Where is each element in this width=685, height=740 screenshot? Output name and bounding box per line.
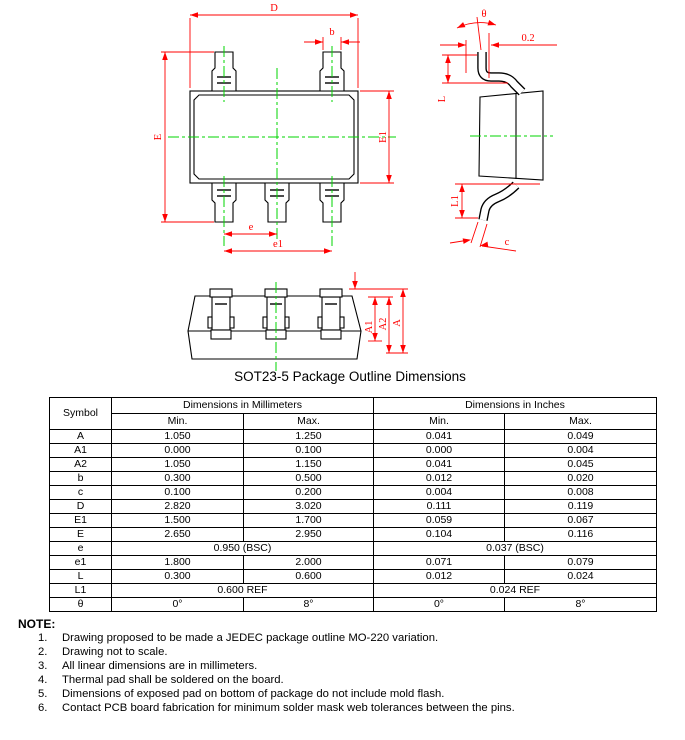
symbol-cell: θ bbox=[50, 598, 112, 612]
value-cell: 0.067 bbox=[505, 514, 657, 528]
value-cell: 0.100 bbox=[112, 486, 244, 500]
note-text: Drawing proposed to be made a JEDEC package outline MO-220 variation. bbox=[62, 632, 439, 644]
value-cell: 0.049 bbox=[505, 430, 657, 444]
header-mm: Dimensions in Millimeters bbox=[112, 398, 374, 414]
symbol-cell: E1 bbox=[50, 514, 112, 528]
side-view-drawing bbox=[437, 9, 557, 251]
table-row bbox=[50, 584, 657, 598]
dim-label-b: b bbox=[329, 27, 335, 38]
note-text: Dimensions of exposed pad on bottom of package do not include mold flash. bbox=[62, 688, 445, 700]
dim-label-e: e bbox=[248, 222, 254, 233]
table-row bbox=[50, 542, 657, 556]
symbol-cell: A2 bbox=[50, 458, 112, 472]
header-in-min: Min. bbox=[374, 414, 505, 430]
value-cell: 0.000 bbox=[374, 444, 505, 458]
value-cell: 1.500 bbox=[112, 514, 244, 528]
dimension-c bbox=[450, 222, 516, 251]
value-cell: 0.012 bbox=[374, 570, 505, 584]
dim-label-offset: 0.2 bbox=[521, 33, 535, 44]
value-cell: 1.050 bbox=[112, 430, 244, 444]
value-cell: 0° bbox=[374, 598, 505, 612]
note-number: 5. bbox=[38, 688, 48, 700]
table-row bbox=[50, 472, 657, 486]
table-row bbox=[50, 430, 657, 444]
value-cell: 0.119 bbox=[505, 500, 657, 514]
value-cell: 0.041 bbox=[374, 430, 505, 444]
value-cell: 0.500 bbox=[244, 472, 374, 486]
dim-label-L1: L1 bbox=[450, 195, 461, 207]
value-cell: 0.200 bbox=[244, 486, 374, 500]
value-cell: 3.020 bbox=[244, 500, 374, 514]
note-item bbox=[18, 659, 678, 673]
dim-label-A1: A1 bbox=[364, 320, 375, 334]
value-cell: 2.950 bbox=[244, 528, 374, 542]
value-cell: 0.104 bbox=[374, 528, 505, 542]
value-cell-span: 0.024 REF bbox=[374, 584, 657, 598]
header-symbol: Symbol bbox=[50, 398, 112, 430]
value-cell: 0.300 bbox=[112, 570, 244, 584]
dim-label-A: A bbox=[392, 319, 403, 327]
value-cell: 0.004 bbox=[505, 444, 657, 458]
note-number: 1. bbox=[38, 632, 48, 644]
table-row bbox=[50, 444, 657, 458]
value-cell: 0.041 bbox=[374, 458, 505, 472]
value-cell: 0.024 bbox=[505, 570, 657, 584]
value-cell: 0.059 bbox=[374, 514, 505, 528]
drawing-caption: SOT23-5 Package Outline Dimensions bbox=[234, 369, 466, 384]
table-row bbox=[50, 570, 657, 584]
dim-label-L: L bbox=[437, 95, 448, 103]
value-cell: 1.250 bbox=[244, 430, 374, 444]
note-item bbox=[18, 701, 678, 715]
value-cell: 0.600 bbox=[244, 570, 374, 584]
symbol-cell: E bbox=[50, 528, 112, 542]
note-text: Contact PCB board fabrication for minimum solder mask web tolerances between the pins. bbox=[62, 702, 515, 714]
note-text: All linear dimensions are in millimeters. bbox=[62, 660, 258, 672]
value-cell: 1.150 bbox=[244, 458, 374, 472]
header-mm-max: Max. bbox=[244, 414, 374, 430]
dimensions-table bbox=[49, 397, 657, 612]
symbol-cell: e1 bbox=[50, 556, 112, 570]
lead bbox=[208, 289, 234, 339]
lead bbox=[318, 289, 344, 339]
front-view-drawing bbox=[188, 272, 408, 371]
value-cell: 0.000 bbox=[112, 444, 244, 458]
value-cell: 2.820 bbox=[112, 500, 244, 514]
dim-label-D: D bbox=[270, 3, 278, 14]
dim-label-E: E bbox=[153, 133, 164, 141]
table-row bbox=[50, 514, 657, 528]
value-cell: 2.000 bbox=[244, 556, 374, 570]
value-cell: 1.800 bbox=[112, 556, 244, 570]
symbol-cell: e bbox=[50, 542, 112, 556]
table-row bbox=[50, 486, 657, 500]
value-cell: 0.100 bbox=[244, 444, 374, 458]
value-cell: 0.111 bbox=[374, 500, 505, 514]
value-cell: 2.650 bbox=[112, 528, 244, 542]
value-cell: 8° bbox=[505, 598, 657, 612]
value-cell: 0.045 bbox=[505, 458, 657, 472]
symbol-cell: A bbox=[50, 430, 112, 444]
dim-label-e1: e1 bbox=[273, 239, 283, 250]
table-row bbox=[50, 458, 657, 472]
symbol-cell: D bbox=[50, 500, 112, 514]
note-text: Thermal pad shall be soldered on the board. bbox=[62, 674, 284, 686]
symbol-cell: L1 bbox=[50, 584, 112, 598]
value-cell: 0.116 bbox=[505, 528, 657, 542]
dim-label-E1: E1 bbox=[378, 131, 389, 143]
value-cell-span: 0.600 REF bbox=[112, 584, 374, 598]
header-inches: Dimensions in Inches bbox=[374, 398, 657, 414]
dim-label-A2: A2 bbox=[378, 317, 389, 331]
note-number: 4. bbox=[38, 674, 48, 686]
table-header-row bbox=[50, 398, 657, 414]
value-cell: 0.300 bbox=[112, 472, 244, 486]
note-item bbox=[18, 673, 678, 687]
lead bbox=[483, 185, 516, 220]
top-view-drawing bbox=[153, 3, 396, 254]
value-cell: 0.008 bbox=[505, 486, 657, 500]
dim-label-theta: θ bbox=[481, 9, 487, 20]
value-cell-span: 0.950 (BSC) bbox=[112, 542, 374, 556]
notes-section bbox=[18, 617, 678, 715]
value-cell: 1.700 bbox=[244, 514, 374, 528]
note-number: 2. bbox=[38, 646, 48, 658]
symbol-cell: A1 bbox=[50, 444, 112, 458]
dimension-e1 bbox=[224, 239, 332, 254]
symbol-cell: L bbox=[50, 570, 112, 584]
value-cell: 0.079 bbox=[505, 556, 657, 570]
dimension-e bbox=[224, 222, 277, 237]
symbol-cell: b bbox=[50, 472, 112, 486]
value-cell: 1.050 bbox=[112, 458, 244, 472]
table-row bbox=[50, 500, 657, 514]
value-cell: 8° bbox=[244, 598, 374, 612]
note-item bbox=[18, 687, 678, 701]
header-in-max: Max. bbox=[505, 414, 657, 430]
note-text: Drawing not to scale. bbox=[62, 646, 168, 658]
note-number: 6. bbox=[38, 702, 48, 714]
notes-heading: NOTE: bbox=[18, 617, 56, 631]
dim-label-c: c bbox=[504, 237, 510, 248]
value-cell: 0.071 bbox=[374, 556, 505, 570]
value-cell: 0.004 bbox=[374, 486, 505, 500]
lead bbox=[482, 52, 522, 92]
table-row bbox=[50, 528, 657, 542]
value-cell: 0.012 bbox=[374, 472, 505, 486]
symbol-cell: c bbox=[50, 486, 112, 500]
dimension-offset bbox=[440, 33, 557, 78]
value-cell: 0.020 bbox=[505, 472, 657, 486]
value-cell: 0° bbox=[112, 598, 244, 612]
value-cell-span: 0.037 (BSC) bbox=[374, 542, 657, 556]
table-row bbox=[50, 556, 657, 570]
note-item bbox=[18, 645, 678, 659]
note-item bbox=[18, 631, 678, 645]
header-mm-min: Min. bbox=[112, 414, 244, 430]
note-number: 3. bbox=[38, 660, 48, 672]
table-subheader-row bbox=[50, 414, 657, 430]
table-row bbox=[50, 598, 657, 612]
